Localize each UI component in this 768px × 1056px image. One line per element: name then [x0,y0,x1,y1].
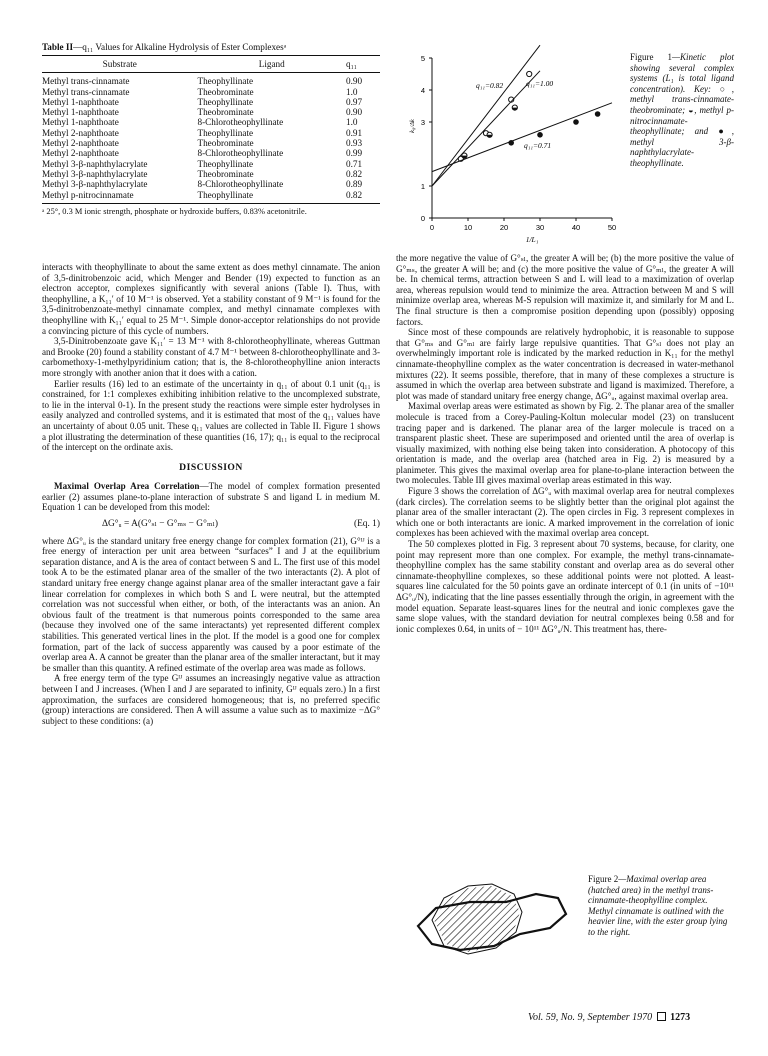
cell-ligand: Theobrominate [197,138,254,149]
data-point-open [527,71,532,76]
x-axis-label: 1/L₁ [525,235,539,244]
cell-ligand: Theobrominate [197,107,254,118]
table-caption [42,42,380,52]
cell-q11: 0.82 [346,189,363,200]
table-row [42,159,380,169]
paragraph: Since most of these compounds are relatively hydrophobic, it is reasonable to suppose that G°ₘₛ and G°ₘₗ are fairly large repulsive quantities. That G°ₛₗ does not play an overwhelmingly important role is indicated by the marked reduction in K₁₁ for the methyl cinnamate-theophylline complex as the water concentration is decreased in water-methanol mixtures (22). It seems possible, therefore, that in many of these complexes a structure is assumed in which the overlap area between substrate and ligand is maximized. Therefore, a plot was made of standard unitary free energy change, ΔG°ᵤ, against maximal overlap area. [396,327,734,401]
figure-1-label: Figure 1 [630,52,672,62]
cell-ligand: Theophyllinate [197,96,254,107]
paragraph [42,481,380,513]
cell-ligand: 8-Chlorotheophyllinate [197,117,284,128]
cell-substrate: Methyl trans-cinnamate [42,86,130,97]
cell-ligand: Theophyllinate [197,127,254,138]
paragraph-text: —The model of complex formation presented earlier (2) assumes plane-to-plane interaction of substrate S and ligand L in medium M. Equation 1 can be developed from this model: [42,481,381,513]
paragraph: Figure 3 shows the correlation of ΔG°ᵤ with maximal overlap area for neutral complexes (dark circles). The correlation seems to be slightly better than the original plot against the planar area of the smaller interactant (2). The open circles in Fig. 3 represent complexes in which one or both interactants are ionic. A marked improvement in the correlation of ionic complexes has been achieved with the maximal overlap area concept. [396,486,734,539]
table-footnote: ᵃ 25°, 0.3 M ionic strength, phosphate or hydroxide buffers, 0.83% acetonitrile. [42,206,307,216]
table-row [42,128,380,138]
figure-2-overlap-diagram [410,868,570,978]
left-column [42,262,380,726]
cell-substrate: Methyl 2-naphthoate [42,127,119,138]
series-line [432,103,612,172]
x-tick-label: 30 [535,223,545,232]
equation-1 [42,513,380,536]
data-point-filled [595,111,601,117]
table-row [42,148,380,158]
x-tick-label: 20 [499,223,509,232]
cell-substrate: Methyl 2-naphthoate [42,148,119,159]
y-axis-label: k₀/Δk [409,119,416,133]
equation-label: (Eq. 1) [353,519,380,530]
cell-q11: 0.71 [346,158,363,169]
paragraph: A free energy term of the type Gᴵᴶ assumes an increasingly negative value as attraction between I and J increases. (When I and J are separated to infinity, Gᴵᴶ equals zero.) In a first approximation, the surfaces are considered homogeneous; that is, no preferred specific (group) interactions are considered. Then A will assume a value such as to maximize −ΔG° subject to these conditions: (a) [42,673,380,726]
section-heading: DISCUSSION [179,461,243,473]
cell-substrate: Methyl 2-naphthoate [42,138,119,149]
table-row [42,97,380,107]
table-row [42,117,380,127]
cell-ligand: Theobrominate [197,86,254,97]
cell-substrate: Methyl trans-cinnamate [42,76,130,87]
column-header-ligand: Ligand [258,59,285,69]
cell-q11: 0.90 [346,107,363,118]
figure-2-caption-text: —Maximal overlap area (hatched area) in the methyl trans-cinnamate-theophylline complex. Methyl cinnamate is outlined with the heavier line, with the ester group lying to the right. [588,874,728,937]
table-row [42,73,380,87]
right-column [396,253,734,634]
page-footer [528,1012,690,1023]
equation-text: ΔG°ᵤ = A(G°ₛₗ − G°ₘₛ − G°ₘₗ) [102,519,218,530]
journal-citation: Vol. 59, No. 9, September 1970 [528,1012,653,1023]
paragraph: 3,5-Dinitrobenzoate gave K₁₁′ = 13 M⁻¹ with 8-chlorotheophyllinate, whereas Guttman and Brooke (20) found a stability constant of 4.7 M⁻¹ between 8-chlorotheophyllinate and 3-carbomethoxy-1-methylpyridinium cation; that is, the 8-chlorotheophylline anion interacts more strongly with another anion that it does with a cation. [42,336,380,378]
cell-substrate: Methyl 1-naphthoate [42,117,119,128]
table-row [42,190,380,204]
figure-1-caption [630,52,734,169]
cell-q11: 0.99 [346,148,363,159]
cell-substrate: Methyl 1-naphthoate [42,107,119,118]
page-number: 1273 [670,1012,691,1023]
figure-1-kinetic-plot [404,44,622,248]
paragraph: where ΔG°ᵤ is the standard unitary free energy change for complex formation (21), G°ᴵᴶ is a free energy of interaction per unit area between “surfaces” I and J at the equilibrium separation distance, and A is the area of contact between S and L. The first use of this model took A to be the estimated planar area of the smaller of the two interactants (2). A plot of standard unitary free energy change against planar area of the smaller interactant gave a fair linear correlation for complexes in which both S and L were neutral, but the attempted correlation was not successful when either, or both, of the interactants was an anion. An obvious fault of the treatment is that numerous points corresponded to the same area (because they involved one of the same interactants) yet represented different complex stabilities. This generated vertical lines in the plot. If the model is a good one for complex formation, part of the lack of success apparently was caused by a poor estimate of the overlap area A. A cannot be greater than the planar area of the smaller interactant, but it may be smaller than this quantity. A refined estimate of the overlap area was made as follows. [42,535,380,673]
y-tick-label: 5 [420,54,425,63]
table-ii [42,42,380,216]
table-row [42,179,380,189]
paragraph: interacts with theophyllinate to about the same extent as does methyl cinnamate. The anion of 3,5-dinitrobenzoic acid, which Menger and Bender (19) expected to function as an electron acceptor, complexes significantly with several anions (Table I). Thus, with theophylline, a K₁₁′ of 10 M⁻¹ is observed. Yet a stability constant of 9 M⁻¹ is found for the 3,5-dinitrobenzoate-methyl cinnamate complex, and methyl cinnamate complexes with theophylline with K₁₁′ equal to 25 M⁻¹. Simple donor-acceptor relationships do not provide a convincing picture of this cycle of numbers. [42,262,380,336]
data-point-filled [537,132,543,138]
box-icon [657,1012,666,1021]
figure-1-caption-text: —Kinetic plot showing several complex systems (L₁ is total ligand concentration). Key: ○, methyl trans-cinnamate-theobrominate; ◒, methyl p-nitrocinnamate-theophyllinate; and ●, methyl 3-β-naphthylacrylate-theophyllinate. [630,52,734,168]
paragraph: Earlier results (16) led to an estimate of the uncertainty in q₁₁ of about 0.1 unit (q₁₁ is constrained, for 1:1 complexes exhibiting inhibition relative to the uncomplexed substrate, to lie in the interval 0-1). In the present study the reactions were simple ester hydrolyses in easily analyzed and controlled systems, and it is estimated that most of the q₁₁ values have an uncertainty of about 0.05 unit. These q₁₁ values are collected in Table II. Figure 1 shows a plot illustrating the determination of these quantities (16, 17); q₁₁ is equal to the reciprocal of the intercept on the ordinate axis. [42,378,380,453]
y-tick-label: 0 [420,214,425,223]
data-point-filled [573,119,579,125]
cell-q11: 0.97 [346,96,363,107]
x-tick-label: 40 [571,223,581,232]
cell-ligand: Theophyllinate [197,158,254,169]
column-header-substrate: Substrate [102,59,137,69]
table-row [42,87,380,97]
cell-q11: 1.0 [346,86,358,97]
overlap-hatched-area [434,886,520,952]
cell-ligand: Theophyllinate [197,76,254,87]
x-tick-label: 50 [607,223,617,232]
cell-substrate: Methyl 3-β-naphthylacrylate [42,179,148,190]
cell-q11: 0.91 [346,127,363,138]
cell-ligand: Theophyllinate [197,189,254,200]
table-row [42,107,380,117]
table-row [42,169,380,179]
paragraph: the more negative the value of G°ₛₗ, the greater A will be; (b) the more positive the value of G°ₘₛ, the greater A will be; and (c) the more positive the value of G°ₘₗ, the greater A will be. In chemical terms, attraction between S and L will lead to a maximization of overlap area, whereas repulsion would tend to minimize the area. Attraction between M and S will minimize overlap area, whereas M-S repulsion will maximize it, and similarly for M and L. The final structure is then a compromise position depending upon (possibly) opposing factors. [396,253,734,327]
y-tick-label: 3 [420,118,425,127]
table-row [42,138,380,148]
cell-q11: 0.89 [346,179,363,190]
cell-q11: 0.90 [346,76,363,87]
cell-q11: 0.82 [346,168,363,179]
cell-ligand: 8-Chlorotheophyllinate [197,179,284,190]
data-point-filled [508,140,514,146]
paragraph: The 50 complexes plotted in Fig. 3 represent about 70 systems, because, for clarity, one point may represent more than one complex. For example, the methyl trans-cinnamate-theophylline complex has the same stability constant and overlap area as do several other cinnamate-theophylline complexes, so these additional points were not plotted. A least-squares line calculated for the 50 points gave an ordinate intercept of 0.1 (in units of −10¹¹ ΔG°ᵤ/N), indicating that the line passes essentially through the origin, in agreement with the model equation. Separate least-squares lines for the neutral and ionic complexes gave the same slope values, with the standard deviation for neutral complexes being 0.58 and for ionic complexes 0.64, in units of − 10¹¹ ΔG°ᵤ/N. This treatment has, there- [396,539,734,634]
x-tick-label: 0 [429,223,435,232]
cell-substrate: Methyl 1-naphthoate [42,96,119,107]
cell-substrate: Methyl 3-β-naphthylacrylate [42,158,148,169]
series-label: q₁₁=0.71 [524,141,552,150]
cell-substrate: Methyl 3-β-naphthylacrylate [42,168,148,179]
x-tick-label: 10 [463,223,473,232]
series-label: q₁₁=1.00 [526,79,554,88]
table-title: —q₁₁ Values for Alkaline Hydrolysis of Ester Complexesᵃ [73,42,287,52]
cell-substrate: Methyl p-nitrocinnamate [42,189,134,200]
y-tick-label: 1 [420,182,425,191]
y-tick-label: 4 [420,86,425,95]
cell-q11: 1.0 [346,117,358,128]
cell-ligand: Theobrominate [197,168,254,179]
figure-2-label: Figure 2 [588,874,619,884]
cell-ligand: 8-Chlorotheophyllinate [197,148,284,159]
paragraph: Maximal overlap areas were estimated as shown by Fig. 2. The planar area of the smaller molecule is traced from a Corey-Pauling-Koltun molecular model (23) on translucent tracing paper and is darkened. The planar area of the larger molecule is traced on a transparent plastic sheet. These are superimposed and oriented until the area of overlap is visually maximized, with nothing else being taken into consideration. A photocopy of this orientation is made, and the overlap area (hatched area in Fig. 2) is measured by a planimeter. This gives the maximal overlap area for plane-to-plane interaction between the two molecules. Table III gives maximal overlap areas estimated in this way. [396,401,734,486]
column-header-q11: q₁₁ [346,59,357,69]
table-label: Table II [42,42,74,52]
cell-q11: 0.93 [346,138,363,149]
subsection-title: Maximal Overlap Area Correlation [54,481,200,492]
figure-2-caption [588,874,728,938]
data-table [42,55,380,204]
series-label: q₁₁=0.82 [476,81,504,90]
